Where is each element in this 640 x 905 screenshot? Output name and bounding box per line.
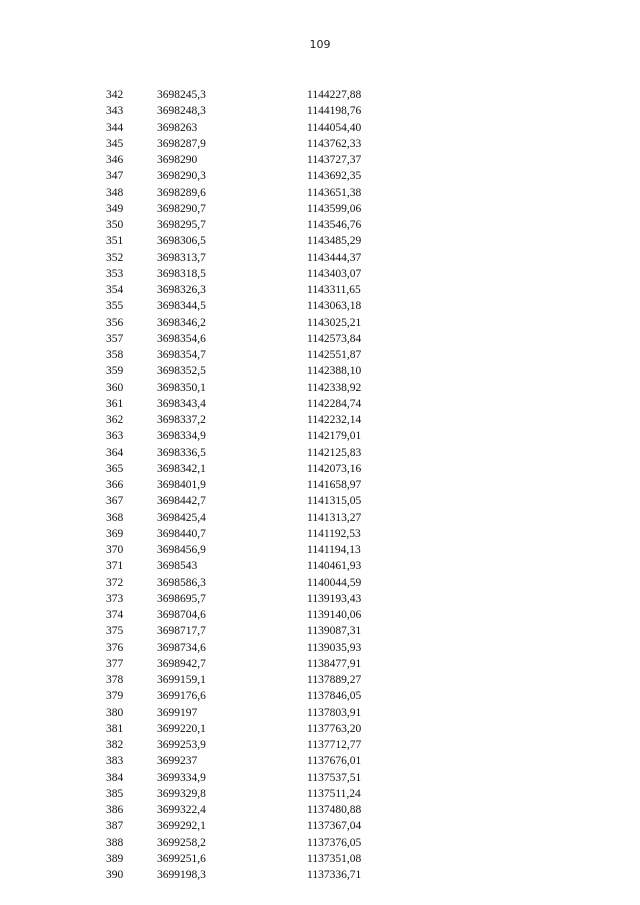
x-coordinate-cell: 3698346,2 <box>157 316 206 329</box>
y-coordinate-cell: 1143727,37 <box>307 154 362 166</box>
point-number-cell: 346 <box>106 154 124 166</box>
point-number-cell: 359 <box>106 365 124 378</box>
point-number-cell: 372 <box>106 576 124 589</box>
y-coordinate-cell: 1142284,74 <box>307 397 362 410</box>
point-number-cell: 386 <box>106 804 124 816</box>
table-row <box>0 412 640 428</box>
y-coordinate-cell: 1138477,91 <box>307 657 362 670</box>
point-number-cell: 382 <box>106 739 124 751</box>
table-row <box>0 120 640 136</box>
x-coordinate-cell: 3698337,2 <box>157 414 206 426</box>
y-coordinate-cell: 1142125,83 <box>307 446 362 459</box>
table-row <box>0 136 640 152</box>
point-number-cell: 370 <box>106 544 124 556</box>
y-coordinate-cell: 1142179,01 <box>307 430 362 443</box>
x-coordinate-cell: 3699258,2 <box>157 836 206 849</box>
y-coordinate-cell: 1143311,65 <box>307 284 361 296</box>
table-row <box>0 445 640 461</box>
point-number-cell: 363 <box>106 430 124 443</box>
x-coordinate-cell: 3698352,5 <box>157 365 206 378</box>
table-row <box>0 786 640 802</box>
x-coordinate-cell: 3699198,3 <box>157 869 206 881</box>
x-coordinate-cell: 3699322,4 <box>157 804 206 816</box>
x-coordinate-cell: 3698290,7 <box>157 202 206 215</box>
y-coordinate-cell: 1143403,07 <box>307 267 362 280</box>
table-row <box>0 640 640 656</box>
x-coordinate-cell: 3699197 <box>157 706 198 719</box>
table-row <box>0 558 640 574</box>
point-number-cell: 387 <box>106 820 124 833</box>
table-row <box>0 152 640 168</box>
y-coordinate-cell: 1137803,91 <box>307 706 362 719</box>
y-coordinate-cell: 1142573,84 <box>307 332 362 345</box>
y-coordinate-cell: 1142232,14 <box>307 414 362 426</box>
point-number-cell: 352 <box>106 251 124 264</box>
x-coordinate-cell: 3699176,6 <box>157 690 206 703</box>
y-coordinate-cell: 1137889,27 <box>307 674 362 686</box>
y-coordinate-cell: 1143025,21 <box>307 316 362 329</box>
point-number-cell: 361 <box>106 397 124 410</box>
y-coordinate-cell: 1141315,05 <box>307 495 362 508</box>
x-coordinate-cell: 3699159,1 <box>157 674 206 686</box>
x-coordinate-cell: 3698695,7 <box>157 592 206 605</box>
x-coordinate-cell: 3698344,5 <box>157 300 206 313</box>
x-coordinate-cell: 3698704,6 <box>157 609 206 621</box>
y-coordinate-cell: 1137367,04 <box>307 820 362 833</box>
point-number-cell: 365 <box>106 462 124 475</box>
x-coordinate-cell: 3698717,7 <box>157 625 206 638</box>
y-coordinate-cell: 1137511,24 <box>307 787 361 800</box>
coordinate-table <box>0 87 640 883</box>
point-number-cell: 369 <box>106 527 124 540</box>
x-coordinate-cell: 3698290 <box>157 154 198 166</box>
table-row <box>0 87 640 103</box>
table-row <box>0 266 640 282</box>
point-number-cell: 371 <box>106 560 124 573</box>
table-row <box>0 396 640 412</box>
table-row <box>0 510 640 526</box>
table-row <box>0 168 640 184</box>
x-coordinate-cell: 3699334,9 <box>157 771 206 784</box>
table-row <box>0 770 640 786</box>
point-number-cell: 385 <box>106 787 124 800</box>
x-coordinate-cell: 3698440,7 <box>157 527 206 540</box>
point-number-cell: 374 <box>106 609 124 621</box>
table-row <box>0 233 640 249</box>
y-coordinate-cell: 1137676,01 <box>307 755 362 768</box>
point-number-cell: 378 <box>106 674 124 686</box>
table-row <box>0 428 640 444</box>
y-coordinate-cell: 1139035,93 <box>307 641 362 654</box>
x-coordinate-cell: 3699292,1 <box>157 820 206 833</box>
table-row <box>0 688 640 704</box>
point-number-cell: 384 <box>106 771 124 784</box>
x-coordinate-cell: 3699329,8 <box>157 787 206 800</box>
x-coordinate-cell: 3698290,3 <box>157 170 206 183</box>
point-number-cell: 344 <box>106 121 124 134</box>
x-coordinate-cell: 3698313,7 <box>157 251 206 264</box>
point-number-cell: 373 <box>106 592 124 605</box>
y-coordinate-cell: 1141192,53 <box>307 527 361 540</box>
x-coordinate-cell: 3698287,9 <box>157 137 206 150</box>
y-coordinate-cell: 1143599,06 <box>307 202 362 215</box>
x-coordinate-cell: 3699220,1 <box>157 722 206 735</box>
table-row <box>0 802 640 818</box>
x-coordinate-cell: 3699251,6 <box>157 852 206 865</box>
point-number-cell: 377 <box>106 657 124 670</box>
table-row <box>0 347 640 363</box>
y-coordinate-cell: 1137336,71 <box>307 869 362 881</box>
y-coordinate-cell: 1137537,51 <box>307 771 362 784</box>
table-row <box>0 103 640 119</box>
x-coordinate-cell: 3698326,3 <box>157 284 206 296</box>
y-coordinate-cell: 1140044,59 <box>307 576 362 589</box>
y-coordinate-cell: 1139087,31 <box>307 625 362 638</box>
x-coordinate-cell: 3698248,3 <box>157 105 206 118</box>
table-row <box>0 672 640 688</box>
table-row <box>0 542 640 558</box>
table-row <box>0 282 640 298</box>
x-coordinate-cell: 3698336,5 <box>157 446 206 459</box>
point-number-cell: 389 <box>106 852 124 865</box>
table-row <box>0 705 640 721</box>
y-coordinate-cell: 1142073,16 <box>307 462 362 475</box>
point-number-cell: 347 <box>106 170 124 183</box>
point-number-cell: 390 <box>106 869 124 881</box>
y-coordinate-cell: 1137763,20 <box>307 722 362 735</box>
table-row <box>0 217 640 233</box>
y-coordinate-cell: 1137846,05 <box>307 690 362 703</box>
y-coordinate-cell: 1140461,93 <box>307 560 362 573</box>
x-coordinate-cell: 3699253,9 <box>157 739 206 751</box>
table-row <box>0 331 640 347</box>
table-row <box>0 656 640 672</box>
x-coordinate-cell: 3698354,6 <box>157 332 206 345</box>
x-coordinate-cell: 3698354,7 <box>157 349 206 361</box>
y-coordinate-cell: 1142388,10 <box>307 365 362 378</box>
point-number-cell: 366 <box>106 479 124 491</box>
table-row <box>0 363 640 379</box>
table-row <box>0 737 640 753</box>
point-number-cell: 362 <box>106 414 124 426</box>
point-number-cell: 360 <box>106 381 124 394</box>
table-row <box>0 607 640 623</box>
page-number: 109 <box>309 38 331 51</box>
table-row <box>0 185 640 201</box>
point-number-cell: 375 <box>106 625 124 638</box>
y-coordinate-cell: 1143762,33 <box>307 137 362 150</box>
x-coordinate-cell: 3698425,4 <box>157 511 206 524</box>
y-coordinate-cell: 1141313,27 <box>307 511 362 524</box>
table-row <box>0 493 640 509</box>
point-number-cell: 345 <box>106 137 124 150</box>
y-coordinate-cell: 1144227,88 <box>307 89 362 101</box>
y-coordinate-cell: 1141194,13 <box>307 544 361 556</box>
point-number-cell: 358 <box>106 349 124 361</box>
y-coordinate-cell: 1143063,18 <box>307 300 362 313</box>
x-coordinate-cell: 3698456,9 <box>157 544 206 556</box>
x-coordinate-cell: 3698586,3 <box>157 576 206 589</box>
table-row <box>0 250 640 266</box>
x-coordinate-cell: 3698401,9 <box>157 479 206 491</box>
point-number-cell: 357 <box>106 332 124 345</box>
point-number-cell: 388 <box>106 836 124 849</box>
x-coordinate-cell: 3698289,6 <box>157 186 206 199</box>
y-coordinate-cell: 1139140,06 <box>307 609 362 621</box>
table-row <box>0 753 640 769</box>
x-coordinate-cell: 3698245,3 <box>157 89 206 101</box>
x-coordinate-cell: 3698734,6 <box>157 641 206 654</box>
x-coordinate-cell: 3698442,7 <box>157 495 206 508</box>
point-number-cell: 354 <box>106 284 124 296</box>
table-row <box>0 526 640 542</box>
point-number-cell: 356 <box>106 316 124 329</box>
y-coordinate-cell: 1141658,97 <box>307 479 362 491</box>
x-coordinate-cell: 3698343,4 <box>157 397 206 410</box>
point-number-cell: 367 <box>106 495 124 508</box>
table-row <box>0 623 640 639</box>
point-number-cell: 355 <box>106 300 124 313</box>
y-coordinate-cell: 1137376,05 <box>307 836 362 849</box>
table-row <box>0 298 640 314</box>
x-coordinate-cell: 3698263 <box>157 121 198 134</box>
point-number-cell: 364 <box>106 446 124 459</box>
point-number-cell: 349 <box>106 202 124 215</box>
table-row <box>0 591 640 607</box>
y-coordinate-cell: 1142338,92 <box>307 381 362 394</box>
y-coordinate-cell: 1137351,08 <box>307 852 362 865</box>
y-coordinate-cell: 1143485,29 <box>307 235 362 248</box>
point-number-cell: 383 <box>106 755 124 768</box>
x-coordinate-cell: 3698350,1 <box>157 381 206 394</box>
y-coordinate-cell: 1139193,43 <box>307 592 362 605</box>
table-row <box>0 380 640 396</box>
x-coordinate-cell: 3699237 <box>157 755 198 768</box>
point-number-cell: 350 <box>106 219 124 231</box>
point-number-cell: 343 <box>106 105 124 118</box>
point-number-cell: 381 <box>106 722 124 735</box>
y-coordinate-cell: 1142551,87 <box>307 349 362 361</box>
point-number-cell: 368 <box>106 511 124 524</box>
y-coordinate-cell: 1143651,38 <box>307 186 362 199</box>
x-coordinate-cell: 3698334,9 <box>157 430 206 443</box>
point-number-cell: 379 <box>106 690 124 703</box>
point-number-cell: 342 <box>106 89 124 101</box>
y-coordinate-cell: 1144198,76 <box>307 105 362 118</box>
table-row <box>0 835 640 851</box>
point-number-cell: 351 <box>106 235 124 248</box>
y-coordinate-cell: 1137712,77 <box>307 739 362 751</box>
table-row <box>0 315 640 331</box>
table-row <box>0 851 640 867</box>
x-coordinate-cell: 3698318,5 <box>157 267 206 280</box>
table-row <box>0 201 640 217</box>
x-coordinate-cell: 3698942,7 <box>157 657 206 670</box>
x-coordinate-cell: 3698295,7 <box>157 219 206 231</box>
x-coordinate-cell: 3698342,1 <box>157 462 206 475</box>
y-coordinate-cell: 1137480,88 <box>307 804 362 816</box>
point-number-cell: 376 <box>106 641 124 654</box>
table-row <box>0 575 640 591</box>
y-coordinate-cell: 1144054,40 <box>307 121 362 134</box>
table-row <box>0 867 640 883</box>
x-coordinate-cell: 3698306,5 <box>157 235 206 248</box>
table-row <box>0 477 640 493</box>
point-number-cell: 353 <box>106 267 124 280</box>
x-coordinate-cell: 3698543 <box>157 560 198 573</box>
table-row <box>0 721 640 737</box>
point-number-cell: 380 <box>106 706 124 719</box>
y-coordinate-cell: 1143546,76 <box>307 219 362 231</box>
table-row <box>0 461 640 477</box>
y-coordinate-cell: 1143692,35 <box>307 170 362 183</box>
point-number-cell: 348 <box>106 186 124 199</box>
y-coordinate-cell: 1143444,37 <box>307 251 362 264</box>
table-row <box>0 818 640 834</box>
